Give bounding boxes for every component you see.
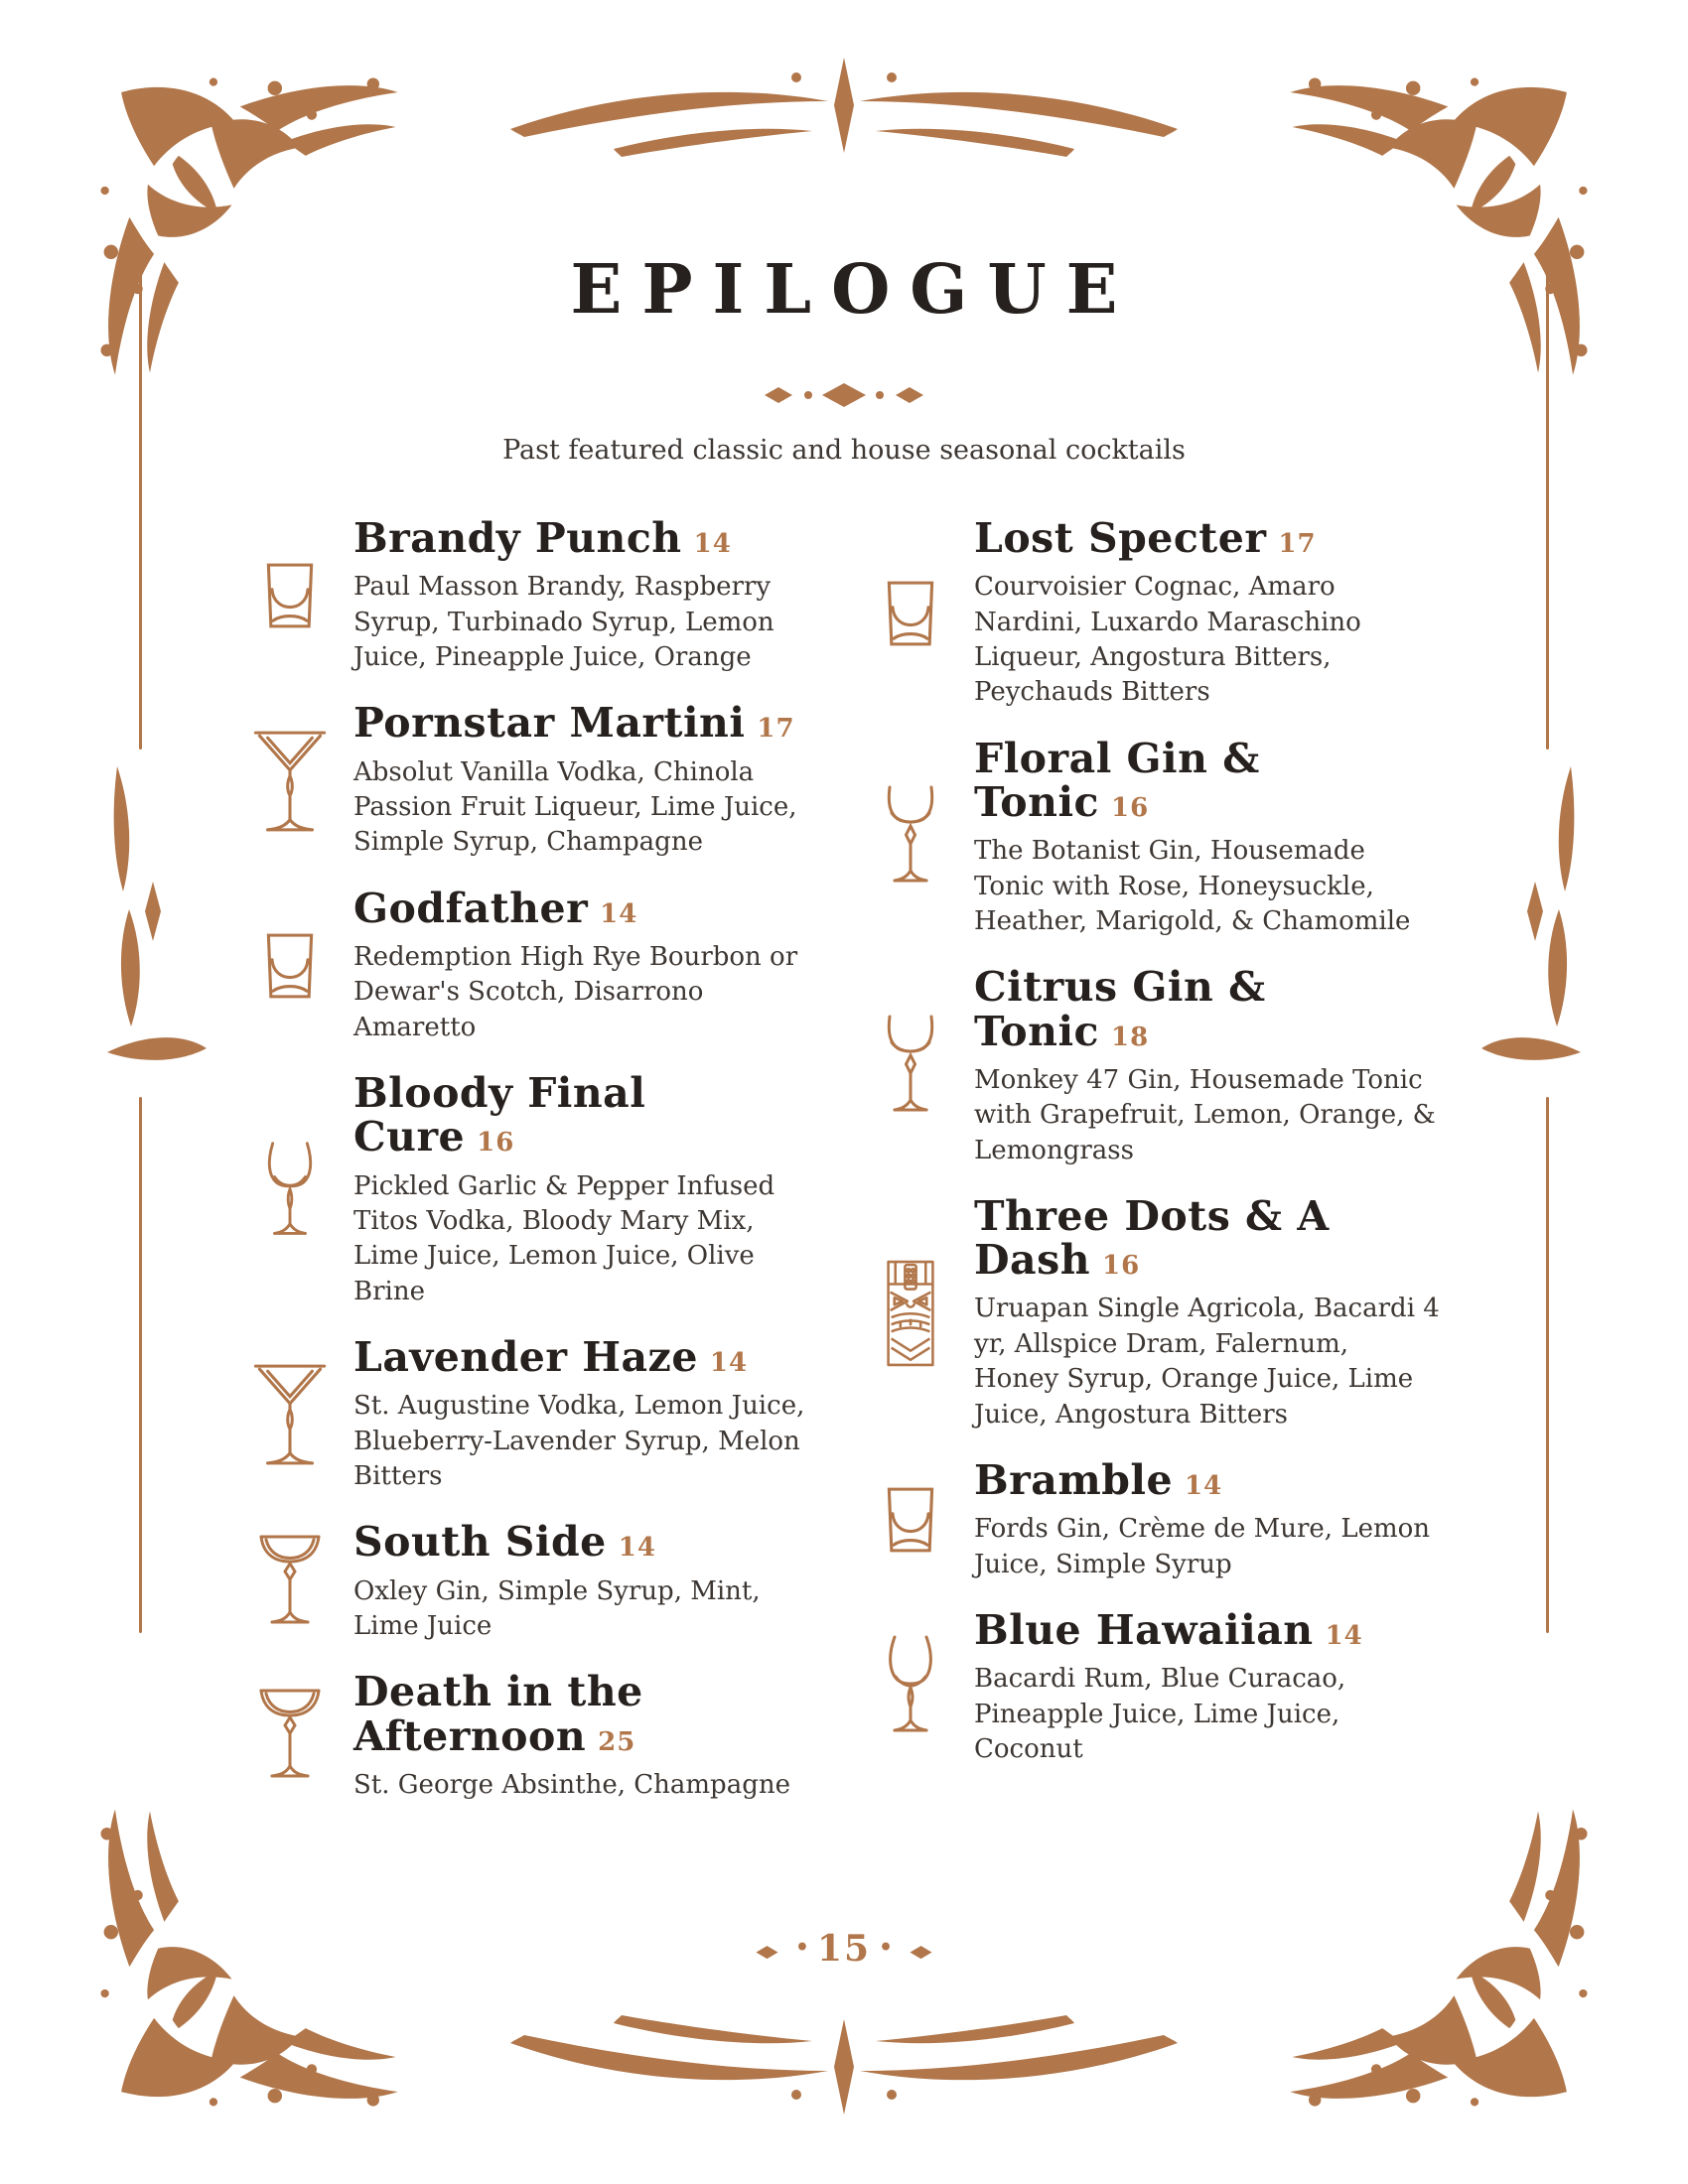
page-number: 15 xyxy=(816,1928,872,1970)
cocktail-name: Lavender Haze xyxy=(353,1333,698,1381)
page-subtitle: Past featured classic and house seasonal cocktails xyxy=(502,435,1186,466)
glass-icon-box xyxy=(226,701,353,860)
glass-icon-box xyxy=(226,1071,353,1309)
diamond-ornament-icon: ◆ xyxy=(910,1942,932,1962)
menu-item xyxy=(226,701,847,860)
menu-left-column xyxy=(226,516,847,1829)
cocktail-price: 14 xyxy=(618,1533,656,1564)
menu-item xyxy=(226,1071,847,1309)
top-swash-ornament-icon xyxy=(447,48,1241,167)
cocktail-price: 16 xyxy=(1111,792,1150,823)
tiki-mug-icon xyxy=(881,1258,940,1369)
menu-item xyxy=(226,516,847,675)
diamond-ornament-icon: ◆ xyxy=(756,1942,778,1962)
cocktail-description: Fords Gin, Crème de Mure, Lemon Juice, Simple Syrup xyxy=(974,1514,1431,1579)
cocktail-name: Brandy Punch xyxy=(353,514,682,562)
cocktail-description: Absolut Vanilla Vodka, Chinola Passion Fruit Liqueur, Lime Juice, Simple Syrup, Champagne xyxy=(353,756,797,858)
cocktail-price: 14 xyxy=(693,529,732,559)
left-edge-fleur-icon xyxy=(99,762,209,1090)
glass-icon-box xyxy=(847,1608,974,1767)
coupe-glass-icon xyxy=(257,1685,323,1788)
cocktail-name: Pornstar Martini xyxy=(353,699,746,748)
right-edge-fleur-icon xyxy=(1479,762,1589,1090)
cocktail-name: Godfather xyxy=(353,884,589,932)
corner-flourish-top-right-icon xyxy=(1276,62,1604,389)
menu-item xyxy=(226,1335,847,1494)
left-border-line xyxy=(139,1097,142,1633)
cocktail-description: Bacardi Rum, Blue Curacao, Pineapple Juice, Lime Juice, Coconut xyxy=(974,1664,1346,1764)
bottom-swash-ornament-icon xyxy=(447,2005,1241,2124)
cocktail-price: 17 xyxy=(757,714,795,745)
cocktail-description: St. Augustine Vodka, Lemon Juice, Blueberry-Lavender Syrup, Melon Bitters xyxy=(353,1391,805,1491)
cocktail-name: Floral Gin & Tonic xyxy=(974,734,1260,826)
glass-icon-box xyxy=(226,887,353,1045)
coupe-glass-icon xyxy=(257,1531,323,1634)
menu-item xyxy=(226,1670,847,1803)
cocktail-description: Uruapan Single Agricola, Bacardi 4 yr, Allspice Dram, Falernum, Honey Syrup, Orange Juice, Lime Juice, Angostura Bitters xyxy=(974,1294,1440,1430)
cocktail-name: Lost Specter xyxy=(974,514,1267,562)
cocktail-price: 14 xyxy=(600,898,638,929)
cocktail-description: The Botanist Gin, Housemade Tonic with Rose, Honeysuckle, Heather, Marigold, & Chamomile xyxy=(974,836,1411,936)
glass-icon-box xyxy=(847,516,974,711)
goblet-glass-icon xyxy=(882,1013,939,1122)
cocktail-description: Redemption High Rye Bourbon or Dewar's Scotch, Disarrono Amaretto xyxy=(353,941,798,1042)
glass-icon-box xyxy=(226,1520,353,1644)
menu-right-column xyxy=(847,516,1487,1829)
cocktail-description: Paul Masson Brandy, Raspberry Syrup, Turbinado Syrup, Lemon Juice, Pineapple Juice, Orange xyxy=(353,572,774,672)
glass-icon-box xyxy=(847,965,974,1168)
martini-glass-icon xyxy=(251,1359,329,1470)
menu-item xyxy=(847,1191,1487,1433)
rocks-glass-icon xyxy=(259,931,321,1001)
cocktail-description: Courvoisier Cognac, Amaro Nardini, Luxardo Maraschino Liqueur, Angostura Bitters, Peychauds Bitters xyxy=(974,572,1361,708)
glass-icon-box xyxy=(226,1335,353,1494)
rocks-glass-icon xyxy=(880,579,941,648)
corner-flourish-top-left-icon xyxy=(84,62,412,389)
glass-icon-box xyxy=(847,737,974,940)
cocktail-name: Death in the Afternoon xyxy=(353,1668,643,1760)
menu-item xyxy=(847,1455,1487,1582)
glass-icon-box xyxy=(847,1194,974,1433)
cocktail-price: 14 xyxy=(1325,1620,1363,1651)
tulip-glass-icon xyxy=(263,1138,317,1243)
cocktail-description: Oxley Gin, Simple Syrup, Mint, Lime Juice xyxy=(353,1575,761,1641)
menu-item xyxy=(226,1520,847,1644)
cocktail-price: 16 xyxy=(1102,1251,1141,1282)
menu-item xyxy=(847,734,1487,940)
cocktail-price: 16 xyxy=(477,1128,515,1159)
cocktail-name: Citrus Gin & Tonic xyxy=(974,963,1266,1055)
cocktail-name: Blue Hawaiian xyxy=(974,1605,1314,1654)
dot-ornament-icon: • xyxy=(879,1935,894,1961)
cocktail-price: 14 xyxy=(709,1348,749,1378)
cocktail-name: South Side xyxy=(353,1518,607,1567)
glass-icon-box xyxy=(226,1670,353,1803)
cocktail-price: 25 xyxy=(598,1726,636,1757)
page-footer xyxy=(0,1928,1688,1970)
martini-glass-icon xyxy=(251,726,329,837)
page-title: EPILOGUE xyxy=(570,250,1138,330)
rocks-glass-icon xyxy=(259,561,321,630)
rocks-glass-icon xyxy=(880,1485,941,1555)
diamond-dot-divider-icon xyxy=(735,375,953,415)
menu-item xyxy=(847,965,1487,1168)
cocktail-description: Pickled Garlic & Pepper Infused Titos Vodka, Bloody Mary Mix, Lime Juice, Lemon Juice, Olive Brine xyxy=(353,1170,775,1306)
cocktail-price: 18 xyxy=(1111,1022,1150,1052)
menu-item xyxy=(226,884,847,1045)
cocktail-name: Three Dots & A Dash xyxy=(974,1191,1330,1285)
cocktail-menu xyxy=(226,516,1487,1829)
cocktail-description: St. George Absinthe, Champagne xyxy=(353,1769,790,1800)
goblet-glass-icon xyxy=(882,783,939,892)
glass-icon-box xyxy=(847,1458,974,1582)
menu-item xyxy=(847,516,1487,711)
right-border-line xyxy=(1546,1097,1549,1633)
cocktail-name: Bloody Final Cure xyxy=(353,1069,646,1161)
cocktail-description: Monkey 47 Gin, Housemade Tonic with Grapefruit, Lemon, Orange, & Lemongrass xyxy=(974,1064,1436,1165)
menu-item xyxy=(847,1605,1487,1767)
dot-ornament-icon: • xyxy=(794,1935,809,1961)
cocktail-price: 17 xyxy=(1278,529,1317,559)
hurricane-glass-icon xyxy=(883,1633,938,1742)
cocktail-name: Bramble xyxy=(974,1455,1174,1504)
glass-icon-box xyxy=(226,516,353,675)
cocktail-price: 14 xyxy=(1185,1470,1223,1501)
